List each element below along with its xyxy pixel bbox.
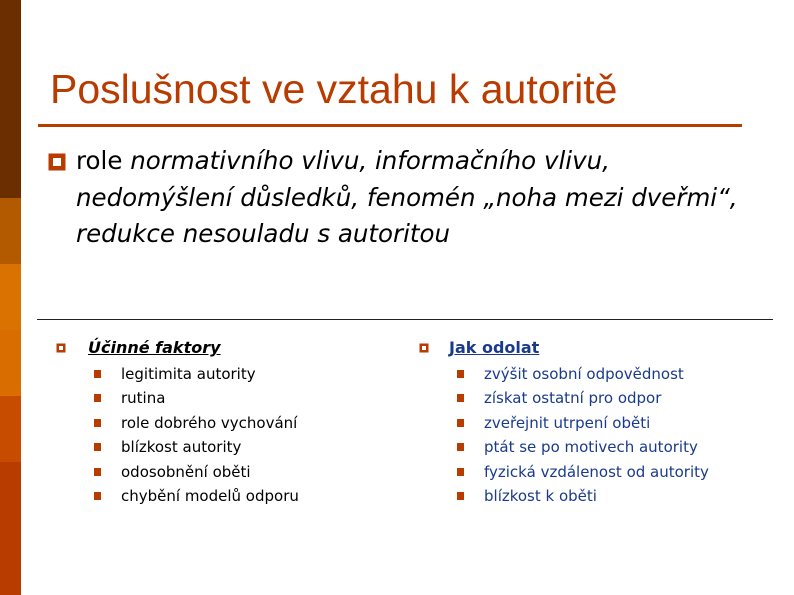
square-bullet-icon: [56, 343, 66, 353]
decorative-sidebar: [0, 0, 21, 595]
list-item-label: odosobnění oběti: [121, 462, 251, 481]
list-item-label: ptát se po motivech autority: [484, 438, 698, 457]
list-item: [457, 484, 709, 508]
bullet-icon: [94, 443, 101, 451]
square-bullet-icon: [419, 343, 429, 353]
bullet-icon: [457, 394, 464, 402]
main-bullet-text: [76, 143, 756, 253]
left-factor-list: [94, 362, 299, 508]
list-item-label: fyzická vzdálenost od autority: [484, 462, 709, 481]
slide-title: Poslušnost ve vztahu k autoritě: [50, 66, 618, 112]
list-item: [457, 435, 709, 459]
list-item: [457, 362, 709, 386]
list-item-label: blízkost k oběti: [484, 486, 597, 505]
bullet-icon: [457, 370, 464, 378]
bullet-icon: [94, 492, 101, 500]
list-item-label: rutina: [121, 389, 166, 408]
list-item: [457, 460, 709, 484]
list-item: [94, 362, 299, 386]
list-item: [94, 386, 299, 410]
bullet-icon: [457, 468, 464, 476]
bullet-icon: [457, 443, 464, 451]
list-item-label: získat ostatní pro odpor: [484, 389, 662, 408]
list-item: [94, 435, 299, 459]
section-divider: [37, 319, 773, 320]
right-column-heading: Jak odolat: [449, 338, 540, 357]
sidebar-band: [0, 0, 21, 198]
title-underline: [38, 124, 742, 127]
list-item: [94, 411, 299, 435]
sidebar-band: [0, 330, 21, 396]
bullet-icon: [457, 492, 464, 500]
list-item-label: role dobrého vychování: [121, 413, 298, 432]
main-bullet-italic: normativního vlivu, informačního vlivu, nedomýšlení důsledků, fenomén „noha mezi dveřmi“, redukce nesouladu s autoritou: [76, 146, 738, 248]
list-item: [457, 386, 709, 410]
list-item-label: zvýšit osobní odpovědnost: [484, 365, 684, 383]
list-item-label: blízkost autority: [121, 438, 242, 457]
bullet-icon: [457, 419, 464, 427]
list-item-label: zveřejnit utrpení oběti: [484, 413, 651, 432]
sidebar-band: [0, 462, 21, 595]
bullet-icon: [94, 394, 101, 402]
list-item: [457, 411, 709, 435]
list-item: [94, 460, 299, 484]
right-resist-list: [457, 362, 709, 508]
sidebar-band: [0, 264, 21, 330]
list-item: [94, 484, 299, 508]
bullet-icon: [94, 468, 101, 476]
list-item-label: legitimita autority: [121, 365, 256, 383]
sidebar-band: [0, 396, 21, 462]
list-item-label: chybění modelů odporu: [121, 486, 299, 505]
bullet-icon: [94, 419, 101, 427]
main-bullet-prefix: role: [76, 146, 131, 175]
bullet-icon: [94, 370, 101, 378]
sidebar-band: [0, 198, 21, 264]
square-bullet-icon: [48, 153, 66, 171]
left-column-heading: Účinné faktory: [88, 338, 221, 357]
